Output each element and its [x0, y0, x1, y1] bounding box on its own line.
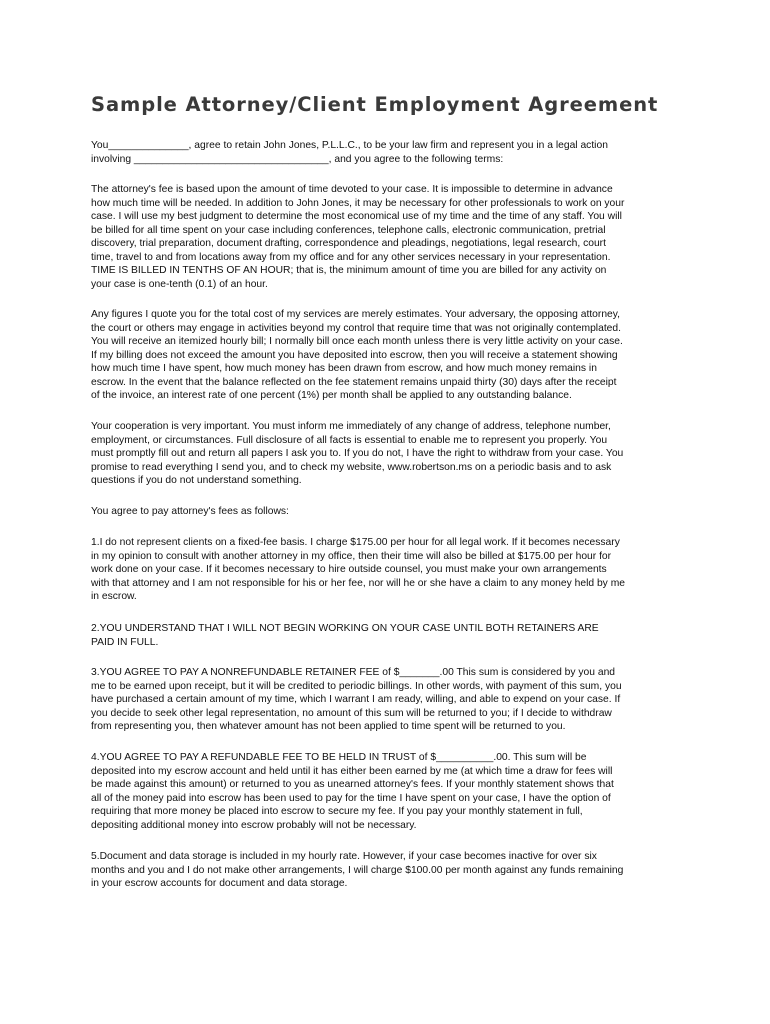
- text-line: you decide to seek other legal representation, no amount of this sum will be returned to you; if I decide to withdraw: [91, 707, 612, 719]
- text-line: in escrow.: [91, 591, 137, 602]
- text-line: be made against this amount) or returned to you as unearned attorney's fees. If your monthly statement shows that: [91, 779, 614, 790]
- text-line: employment, or circumstances. Full disclosure of all facts is essential to enable me to represent you properly. You: [91, 434, 608, 446]
- text-line: You will receive an itemized hourly bill; I normally bill once each month unless there is very little activity on your case.: [91, 336, 623, 347]
- text-line: time, travel to and from locations away from my office and for any other services necessary in your representation.: [91, 251, 611, 263]
- clause-2-retainers: [91, 622, 691, 649]
- text-line: promise to read everything I send you, and to check my website, www.robertson.ms on a periodic basis and to ask: [91, 461, 612, 473]
- text-line: me to be earned upon receipt, but it will be credited to periodic billings. In other words, with payment of this sum, you: [91, 680, 622, 692]
- text-line: involving __________________________________, and you agree to the following terms:: [91, 153, 504, 165]
- text-line: TIME IS BILLED IN TENTHS OF AN HOUR; that is, the minimum amount of time you are billed for any activity on: [91, 265, 607, 276]
- text-line: questions if you do not understand something.: [91, 475, 302, 486]
- clause-4-trust-fee: [91, 751, 691, 832]
- text-line: case. I will use my best judgment to determine the most economical use of my time and the time of any staff. You will: [91, 211, 622, 222]
- text-line: PAID IN FULL.: [91, 636, 159, 648]
- text-line: with that attorney and I am not responsible for his or her fee, nor will he or she have a claim to any money held by me: [91, 577, 626, 589]
- clause-1-hourly-rate: [91, 536, 691, 604]
- text-line: escrow. In the event that the balance reflected on the fee statement remains unpaid thirty (30) days after the receipt: [91, 376, 617, 388]
- text-line: 1.I do not represent clients on a fixed-fee basis. I charge $175.00 per hour for all legal work. If it becomes necessary: [91, 537, 620, 548]
- text-line: depositing additional money into escrow probably will not be necessary.: [91, 819, 417, 831]
- text-line: You agree to pay attorney's fees as follows:: [91, 506, 289, 517]
- paragraph-parties: [91, 139, 691, 166]
- text-line: how much time will be needed. In addition to John Jones, it may be necessary for other professionals to work on your: [91, 197, 625, 209]
- text-line: 4.YOU AGREE TO PAY A REFUNDABLE FEE TO BE HELD IN TRUST of $__________.00. This sum will be: [91, 752, 587, 763]
- paragraph-estimates: [91, 308, 691, 403]
- text-line: requiring that more money be placed into escrow to secure my fee. If you pay your monthly statement in full,: [91, 806, 583, 817]
- text-line: the court or others may engage in activities beyond my control that require time that was not originally contemplated.: [91, 322, 621, 334]
- paragraph-fees-intro: [91, 505, 691, 519]
- text-line: your case is one-tenth (0.1) of an hour.: [91, 278, 268, 290]
- text-line: 5.Document and data storage is included in my hourly rate. However, if your case becomes inactive for over six: [91, 851, 597, 862]
- text-line: If my billing does not exceed the amount you have deposited into escrow, then you will receive a statement showing: [91, 349, 618, 361]
- text-line: 2.YOU UNDERSTAND THAT I WILL NOT BEGIN WORKING ON YOUR CASE UNTIL BOTH RETAINERS ARE: [91, 623, 599, 634]
- paragraph-cooperation: [91, 420, 691, 488]
- text-line: from representing you, then whatever amount has not been applied to time spent will be returned to you.: [91, 721, 566, 732]
- text-line: be billed for all time spent on your case including conferences, telephone calls, electronic communication, pretrial: [91, 224, 606, 236]
- paragraph-attorney-fee: [91, 183, 691, 291]
- text-line: 3.YOU AGREE TO PAY A NONREFUNDABLE RETAINER FEE of $_______.00 This sum is considered by you and: [91, 667, 616, 678]
- document-title: Sample Attorney/Client Employment Agreement: [91, 93, 659, 116]
- text-line: in my opinion to consult with another attorney in my office, then their time will also be billed at $175.00 per hour for: [91, 550, 612, 562]
- text-line: of the invoice, an interest rate of one percent (1%) per month shall be applied to any outstanding balance.: [91, 390, 572, 401]
- text-line: all of the money paid into escrow has been used to pay for the time I have spent on your case, I have the option of: [91, 792, 611, 804]
- clause-3-nonrefundable-retainer: [91, 666, 691, 734]
- clause-5-storage: [91, 850, 691, 891]
- text-line: months and you and I do not make other arrangements, I will charge $100.00 per month against any funds remaining: [91, 864, 624, 876]
- text-line: deposited into my escrow account and held until it has either been earned by me (at which time a draw for fees will: [91, 765, 613, 777]
- text-line: work done on your case. If it becomes necessary to hire outside counsel, you must make your own arrangements: [91, 564, 607, 575]
- text-line: must promptly fill out and return all papers I ask you to. If you do not, I have the right to withdraw from your case. You: [91, 448, 624, 459]
- text-line: You______________, agree to retain John Jones, P.L.L.C., to be your law firm and represent you in a legal action: [91, 140, 608, 151]
- text-line: discovery, trial preparation, document drafting, correspondence and pleadings, negotiations, legal research, court: [91, 238, 606, 249]
- text-line: Any figures I quote you for the total cost of my services are merely estimates. Your adversary, the opposing attorney,: [91, 309, 621, 320]
- text-line: how much time I have spent, how much money has been drawn from escrow, and how much money remains in: [91, 363, 597, 374]
- text-line: The attorney's fee is based upon the amount of time devoted to your case. It is impossible to determine in advance: [91, 184, 613, 195]
- text-line: Your cooperation is very important. You must inform me immediately of any change of address, telephone number,: [91, 421, 611, 432]
- text-line: in your escrow accounts for document and data storage.: [91, 878, 348, 889]
- text-line: have purchased a certain amount of my time, which I warrant I am ready, willing, and able to expend on your case. If: [91, 694, 621, 705]
